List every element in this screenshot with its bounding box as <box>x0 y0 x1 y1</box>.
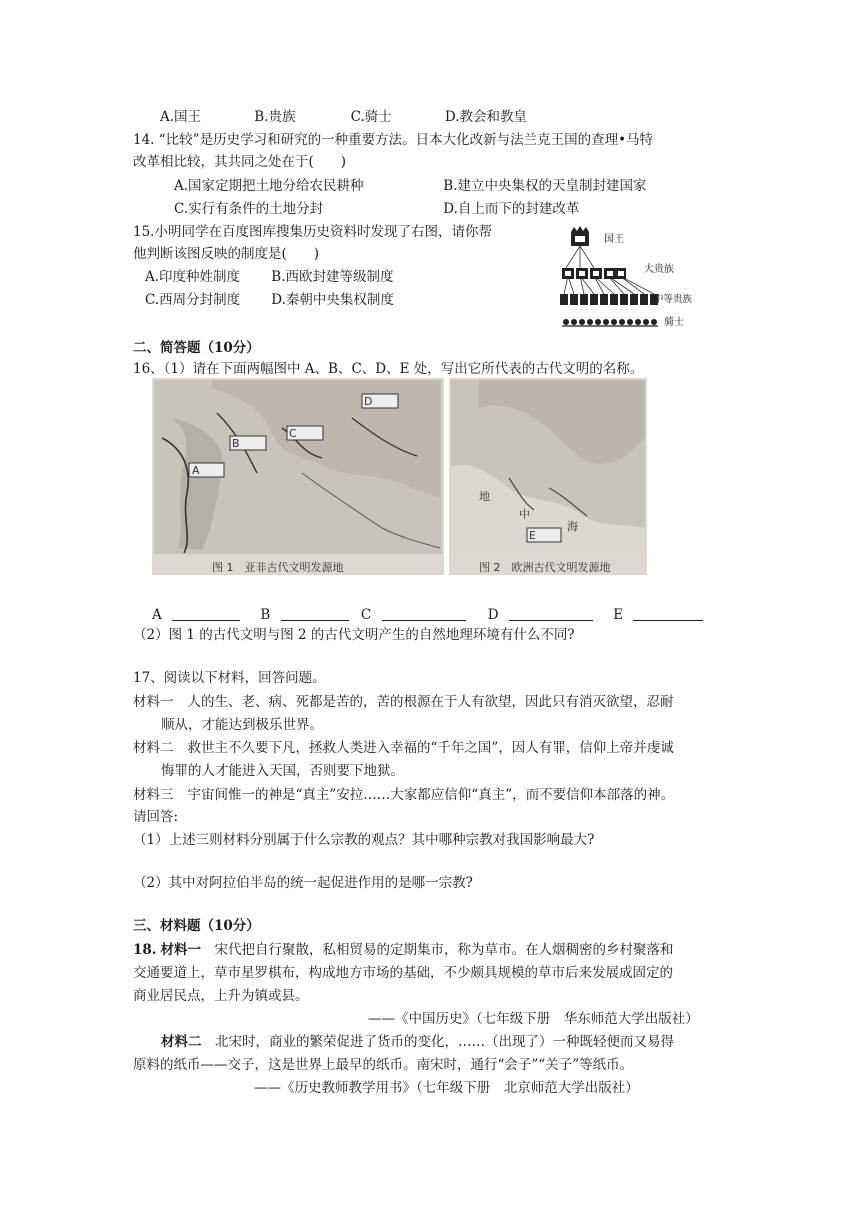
answer-label-e: E <box>613 607 624 623</box>
maps-svg <box>152 378 647 575</box>
q18-material2-line2: 原料的纸币——交子，这是世界上最早的纸币。南宋时，通行“会子”“关子”等纸币。 <box>133 1057 634 1073</box>
q17-material2-line2: 悔罪的人才能进入天国，否则要下地狱。 <box>161 763 404 779</box>
answer-label-b: B <box>260 607 271 623</box>
answer-blank-e[interactable] <box>633 606 703 621</box>
map2-europe <box>449 378 647 575</box>
q18-material1-source: ——《中国历史》（七年级下册 华东师范大学出版社） <box>368 1011 699 1027</box>
q18-material1-line2: 交通要道上，草市星罗棋布，构成地方市场的基础，不少颇具规模的草市后来发展成固定的 <box>133 965 673 981</box>
q15-options-row2 <box>145 291 394 309</box>
answer-blank-b[interactable] <box>281 606 349 621</box>
q18-material2-label: 材料二 <box>161 1034 202 1050</box>
q15-options-row1 <box>145 268 394 286</box>
q13-option-a: A.国王 <box>160 109 202 125</box>
feudal-pyramid-svg <box>560 226 710 330</box>
q17-material3-line1 <box>133 786 674 804</box>
answer-label-c: C <box>360 607 372 623</box>
q17-material3-text1: 宇宙间惟一的神是“真主”安拉……大家都应信仰“真主”，而不要信仰本部落的神。 <box>187 787 675 803</box>
answer-blank-c[interactable] <box>382 606 466 621</box>
q13-option-c: C.骑士 <box>350 109 392 125</box>
king-icon <box>571 226 589 246</box>
q14-option-c: C.实行有条件的土地分封 <box>174 201 324 217</box>
pyramid-label-knights: 骑士 <box>664 317 684 328</box>
map-letter-c: C <box>289 427 297 440</box>
q14-stem-line1: 14. “比较”是历史学习和研究的一种重要方法。日本大化改新与法兰克王国的查理•马特 <box>133 132 654 148</box>
section3-title: 三、材料题（10分） <box>133 918 260 934</box>
map-letter-e: E <box>529 529 536 542</box>
q14-stem-line2: 改革相比较，其共同之处在于( ) <box>133 154 347 170</box>
q13-option-d: D.教会和教皇 <box>444 109 528 125</box>
map2-sea-char-3: 海 <box>567 520 578 533</box>
q13-option-b: B.贵族 <box>254 109 296 125</box>
q17-material2-text1: 救世主不久要下凡，拯救人类进入幸福的“千年之国”，因人有罪，信仰上帝并虔诚 <box>187 740 674 756</box>
pyramid-label-great-nobles: 大贵族 <box>644 264 674 275</box>
q15-stem-line2: 他判断该图反映的制度是( ) <box>133 246 320 262</box>
q18-material1-label: 材料一 <box>160 942 201 958</box>
q16-stem-line2: （2）图 1 的古代文明与图 2 的古代文明产生的自然地理环境有什么不同? <box>133 627 575 643</box>
q17-sub1: （1）上述三则材料分别属于什么宗教的观点？其中哪种宗教对我国影响最大? <box>133 832 595 848</box>
map2-caption: 图 2 欧洲古代文明发源地 <box>479 561 611 574</box>
q17-stem: 17、阅读以下材料，回答问题。 <box>133 670 326 686</box>
q18-material2-source: ——《历史教师教学用书》（七年级下册 北京师范大学出版社） <box>254 1080 639 1096</box>
q18-material1-line3: 商业居民点，上升为镇或县。 <box>133 988 309 1004</box>
q14-options-row1 <box>174 177 647 195</box>
map1-caption: 图 1 亚非古代文明发源地 <box>212 561 344 574</box>
q14-option-b: B.建立中央集权的天皇制封建国家 <box>443 178 647 194</box>
q17-ask: 请回答: <box>133 809 179 825</box>
q15-option-a: A.印度种姓制度 <box>145 269 241 285</box>
pyramid-label-king: 国王 <box>604 234 624 245</box>
q17-material3-label: 材料三 <box>133 787 174 803</box>
q15-option-d: D.秦朝中央集权制度 <box>271 292 394 308</box>
q18-material2-line1 <box>161 1033 674 1051</box>
q14-option-a: A.国家定期把土地分给农民耕种 <box>174 178 364 194</box>
q15-option-b: B.西欧封建等级制度 <box>271 269 394 285</box>
q15-option-c: C.西周分封制度 <box>145 292 241 308</box>
q18-material1-text1: 宋代把自行聚散，私相贸易的定期集市，称为草市。在人烟稠密的乡村聚落和 <box>201 942 674 958</box>
map-letter-b: B <box>232 437 240 450</box>
q17-sub2: （2）其中对阿拉伯半岛的统一起促进作用的是哪一宗教? <box>133 875 473 891</box>
map2-sea-char-1: 地 <box>479 490 490 503</box>
q13-options <box>160 108 527 126</box>
middle-nobles-row <box>560 294 658 305</box>
q18-material2-text1: 北宋时，商业的繁荣促进了货币的变化，……（出现了）一种既轻便而又易得 <box>201 1034 674 1050</box>
q17-material2-line1 <box>133 739 674 757</box>
q14-option-d: D.自上而下的封建改革 <box>443 201 580 217</box>
q17-material2-label: 材料二 <box>133 740 174 756</box>
answer-blank-a[interactable] <box>172 606 240 621</box>
feudal-pyramid-figure <box>560 226 710 330</box>
knights-row <box>563 319 657 325</box>
answer-blank-d[interactable] <box>509 606 593 621</box>
q15-stem-line1: 15.小明同学在百度图库搜集历史资料时发现了右图，请你帮 <box>133 224 492 240</box>
map-letter-a: A <box>192 464 200 477</box>
answer-label-a: A <box>152 607 162 623</box>
map2-sea-char-2: 中 <box>519 508 530 521</box>
q16-answer-row <box>152 606 703 624</box>
q17-material1-text1: 人的生、老、病、死都是苦的，苦的根源在于人有欲望，因此只有消灭欲望，忍耐 <box>187 694 674 710</box>
q18-number: 18. <box>133 942 157 958</box>
q17-material1-label: 材料一 <box>133 694 174 710</box>
map1-asia-africa <box>152 378 444 575</box>
q14-options-row2 <box>174 200 579 218</box>
answer-label-d: D <box>487 607 499 623</box>
q17-material1-line1 <box>133 693 674 711</box>
section2-title: 二、简答题（10分） <box>133 340 260 356</box>
pyramid-label-middle-nobles: 中等贵族 <box>654 294 693 305</box>
q17-material1-line2: 顺从，才能达到极乐世界。 <box>161 717 323 733</box>
q18-material1-line1 <box>133 941 674 959</box>
q16-stem-line1: 16、（1）请在下面两幅图中 A、B、C、D、E 处，写出它所代表的古代文明的名称。 <box>133 361 644 377</box>
map-letter-d: D <box>364 395 373 408</box>
q16-maps <box>152 378 647 575</box>
